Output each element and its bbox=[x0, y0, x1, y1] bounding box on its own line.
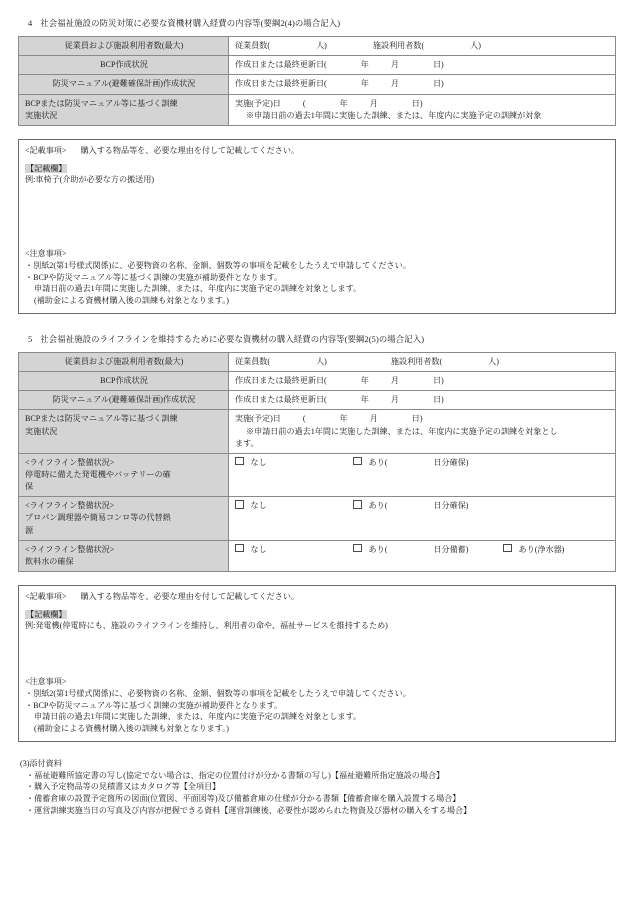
training-day: 日) bbox=[411, 98, 423, 108]
checkbox-suffix: 日分確保) bbox=[433, 457, 469, 467]
table-row bbox=[19, 497, 616, 540]
training-date-label: 実施(予定)日 bbox=[235, 414, 281, 424]
bcp-day: 日) bbox=[432, 376, 444, 386]
lifeline-body-2: 源 bbox=[25, 525, 34, 535]
lifeline-body: プロパン調理器や簡易コンロ等の代替熱 bbox=[25, 513, 171, 523]
list-item: ・運営訓練実施当日の写真及び内容が把握できる資料【運営訓練後、必要性が認められた物資及び器材の購入をする場合】 bbox=[26, 805, 472, 815]
bcp-date-label: 作成日または最終更新日( bbox=[235, 60, 327, 70]
section-4-number: 4 bbox=[28, 19, 33, 28]
checkbox-icon[interactable] bbox=[353, 544, 362, 553]
manual-month: 月 bbox=[390, 395, 399, 405]
staff-count-unit: 人) bbox=[316, 41, 327, 51]
list-item-text: (補助金による資機材購入後の訓練も対象となります。) bbox=[34, 724, 229, 734]
table-row bbox=[19, 453, 616, 496]
lifeline-head: <ライフライン整備状況> bbox=[25, 544, 115, 554]
section-5-heading bbox=[18, 334, 616, 346]
list-item bbox=[25, 723, 609, 735]
manual-month: 月 bbox=[390, 79, 399, 89]
row-value-lifeline-water bbox=[229, 540, 616, 571]
training-label-line1: BCPまたは防災マニュアル等に基づく訓練 bbox=[25, 414, 178, 424]
section-4-heading bbox=[18, 18, 616, 30]
row-value-staff-count[interactable] bbox=[229, 352, 616, 371]
list-item: ・別紙2(第1号様式関係)に、必要物資の名称、金額、個数等の事項を記載をしたうえで申請してください。 bbox=[25, 260, 411, 270]
section-4-caution-title: <注意事項> bbox=[25, 249, 67, 259]
bcp-month: 月 bbox=[390, 376, 399, 386]
section-4-kisai-ran bbox=[25, 163, 609, 175]
table-row bbox=[19, 372, 616, 391]
checkbox-suffix: 日分備蓄) bbox=[433, 544, 469, 554]
section-5-kisai-ran bbox=[25, 609, 609, 621]
row-label-staff-count: 従業員および施設利用者数(最大) bbox=[19, 37, 229, 56]
checkbox-option-none[interactable] bbox=[235, 544, 353, 556]
checkbox-icon[interactable] bbox=[235, 544, 244, 553]
manual-year: 年 bbox=[360, 79, 369, 89]
checkbox-label: あり(浄水器) bbox=[518, 544, 565, 554]
checkbox-suffix: 日分確保) bbox=[433, 501, 469, 511]
checkbox-label: なし bbox=[250, 457, 267, 467]
section-4-kisai-heading bbox=[25, 145, 609, 157]
checkbox-label: あり( bbox=[368, 544, 388, 554]
section-5-caution-list bbox=[25, 688, 609, 735]
section-5 bbox=[18, 334, 616, 742]
training-note: ※申請日前の過去1年間に実施した訓練、または、年度内に実施予定の訓練を対象とし bbox=[246, 426, 558, 436]
bcp-year: 年 bbox=[360, 60, 369, 70]
kisai-text: 購入する物品等を、必要な理由を付して記載してください。 bbox=[80, 145, 300, 155]
row-label-bcp-status: BCP作成状況 bbox=[19, 56, 229, 75]
lifeline-body: 飲料水の確保 bbox=[25, 556, 74, 566]
lifeline-body-2: 保 bbox=[25, 482, 34, 492]
section-5-number: 5 bbox=[28, 334, 33, 344]
section-5-caution-title: <注意事項> bbox=[25, 677, 67, 687]
row-label-training-status bbox=[19, 94, 229, 125]
row-label-manual-status: 防災マニュアル(避難確保計画)作成状況 bbox=[19, 75, 229, 94]
list-item bbox=[25, 711, 609, 723]
checkbox-label: あり( bbox=[368, 457, 388, 467]
section-4-heading-text: 社会福祉施設の防災対策に必要な資機材購入経費の内容等(要綱2(4)の場合記入) bbox=[40, 19, 341, 28]
row-label-training-status bbox=[19, 410, 229, 453]
table-row bbox=[19, 391, 616, 410]
manual-date-label: 作成日または最終更新日( bbox=[235, 79, 327, 89]
training-month: 月 bbox=[369, 414, 378, 424]
checkbox-icon[interactable] bbox=[353, 457, 362, 466]
checkbox-icon[interactable] bbox=[235, 500, 244, 509]
list-item-text: 申請日前の過去1年間に実施した訓練、または、年度内に実施予定の訓練を対象とします。 bbox=[34, 284, 362, 294]
list-item: ・別紙2(第1号様式関係)に、必要物資の名称、金額、個数等の事項を記載をしたうえで申請してください。 bbox=[25, 688, 411, 698]
row-label-lifeline-water bbox=[19, 540, 229, 571]
checkbox-icon[interactable] bbox=[235, 457, 244, 466]
section-5-notes-box bbox=[18, 585, 616, 742]
bcp-date-label: 作成日または最終更新日( bbox=[235, 376, 327, 386]
manual-date-label: 作成日または最終更新日( bbox=[235, 395, 327, 405]
kisai-label: <記載事項> bbox=[25, 145, 67, 155]
training-label-line2: 実施状況 bbox=[25, 110, 58, 120]
list-item: ・福祉避難所協定書の写し(協定でない場合は、指定の位置付けが分かる書類の写し)【福祉避難所指定施設の場合】 bbox=[26, 770, 445, 780]
training-month: 月 bbox=[369, 98, 378, 108]
training-paren: ( bbox=[302, 98, 306, 108]
list-item: ・備蓄倉庫の設置予定箇所の図面(位置図、平面図等)及び備蓄倉庫の仕様が分かる書類【備蓄倉庫を購入設置する場合】 bbox=[26, 794, 461, 803]
list-item bbox=[25, 283, 609, 295]
row-value-training-status[interactable] bbox=[229, 410, 616, 453]
checkbox-option-yes[interactable] bbox=[353, 457, 503, 469]
table-row bbox=[19, 410, 616, 453]
section-divider bbox=[18, 314, 616, 334]
kisai-ran-tag: 【記載欄】 bbox=[26, 163, 67, 173]
staff-count-label: 従業員数( bbox=[235, 356, 271, 366]
attachments-title: (3)添付資料 bbox=[20, 758, 62, 768]
section-5-table bbox=[18, 352, 616, 572]
user-count-label: 施設利用者数( bbox=[390, 356, 443, 366]
table-row bbox=[19, 75, 616, 94]
training-label-line1: BCPまたは防災マニュアル等に基づく訓練 bbox=[25, 98, 178, 108]
list-item: ・BCPや防災マニュアル等に基づく訓練の実施が補助要件となります。 bbox=[25, 272, 283, 282]
checkbox-label: なし bbox=[250, 501, 267, 511]
section-4 bbox=[18, 18, 616, 314]
bcp-year: 年 bbox=[360, 376, 369, 386]
checkbox-option-yes[interactable] bbox=[353, 544, 503, 556]
table-row bbox=[19, 352, 616, 371]
user-count-unit: 人) bbox=[488, 356, 499, 366]
bcp-month: 月 bbox=[390, 60, 399, 70]
table-row bbox=[19, 540, 616, 571]
checkbox-option-purifier[interactable] bbox=[503, 545, 564, 554]
table-row bbox=[19, 37, 616, 56]
section-4-example: 例:車椅子(介助が必要な方の搬送用) bbox=[25, 175, 155, 185]
section-4-caution-list bbox=[25, 260, 609, 307]
row-label-lifeline-heat bbox=[19, 497, 229, 540]
row-value-bcp-status[interactable] bbox=[229, 56, 616, 75]
staff-count-label: 従業員数( bbox=[235, 41, 271, 51]
row-value-bcp-status[interactable] bbox=[229, 372, 616, 391]
row-label-bcp-status: BCP作成状況 bbox=[19, 372, 229, 391]
row-value-manual-status[interactable] bbox=[229, 391, 616, 410]
section-5-heading-text: 社会福祉施設のライフラインを維持するために必要な資機材の購入経費の内容等(要綱2(5)の場合記入) bbox=[40, 334, 425, 344]
manual-day: 日) bbox=[432, 79, 444, 89]
training-year: 年 bbox=[339, 98, 348, 108]
manual-day: 日) bbox=[432, 395, 444, 405]
list-item: ・BCPや防災マニュアル等に基づく訓練の実施が補助要件となります。 bbox=[25, 700, 283, 710]
training-paren: ( bbox=[302, 414, 306, 424]
section-4-table bbox=[18, 36, 616, 126]
checkbox-option-none[interactable] bbox=[235, 500, 353, 512]
list-item-text: (補助金による資機材購入後の訓練も対象となります。) bbox=[34, 296, 229, 306]
kisai-label: <記載事項> bbox=[25, 591, 67, 601]
checkbox-icon[interactable] bbox=[503, 544, 512, 553]
row-label-staff-count: 従業員および施設利用者数(最大) bbox=[19, 352, 229, 371]
section-5-write-area[interactable] bbox=[25, 632, 609, 676]
row-value-training-status[interactable] bbox=[229, 94, 616, 125]
row-value-staff-count[interactable] bbox=[229, 37, 616, 56]
attachments-section bbox=[18, 758, 616, 817]
section-4-notes-box bbox=[18, 139, 616, 314]
training-label-line2: 実施状況 bbox=[25, 426, 58, 436]
attachments-list bbox=[20, 770, 616, 817]
checkbox-label: なし bbox=[250, 544, 267, 554]
user-count-label: 施設利用者数( bbox=[372, 41, 425, 51]
table-row bbox=[19, 94, 616, 125]
section-4-write-area[interactable] bbox=[25, 186, 609, 248]
checkbox-label: あり( bbox=[368, 501, 388, 511]
manual-year: 年 bbox=[360, 395, 369, 405]
section-5-example: 例:発電機(停電時にも、施設のライフラインを維持し、利用者の命や、福祉サービスを維持するため) bbox=[25, 621, 388, 631]
row-label-lifeline-power bbox=[19, 453, 229, 496]
staff-count-unit: 人) bbox=[316, 356, 327, 366]
checkbox-icon[interactable] bbox=[353, 500, 362, 509]
training-date-label: 実施(予定)日 bbox=[235, 98, 281, 108]
row-label-manual-status: 防災マニュアル(避難確保計画)作成状況 bbox=[19, 391, 229, 410]
training-note: ※申請日前の過去1年間に実施した訓練、または、年度内に実施予定の訓練が対象 bbox=[246, 110, 542, 120]
kisai-text: 購入する物品等を、必要な理由を付して記載してください。 bbox=[80, 591, 300, 601]
list-item-text: 申請日前の過去1年間に実施した訓練、または、年度内に実施予定の訓練を対象とします。 bbox=[34, 712, 362, 722]
user-count-unit: 人) bbox=[470, 41, 481, 51]
checkbox-option-none[interactable] bbox=[235, 457, 353, 469]
bcp-day: 日) bbox=[432, 60, 444, 70]
training-year: 年 bbox=[339, 414, 348, 424]
training-note-2: ます。 bbox=[235, 438, 259, 448]
row-value-lifeline-power bbox=[229, 453, 616, 496]
table-row bbox=[19, 56, 616, 75]
list-item: ・購入予定物品等の見積書又はカタログ等【全項目】 bbox=[26, 782, 221, 792]
lifeline-head: <ライフライン整備状況> bbox=[25, 457, 115, 467]
checkbox-option-yes[interactable] bbox=[353, 500, 503, 512]
lifeline-body: 停電時に備えた発電機やバッテリーの確 bbox=[25, 469, 171, 479]
list-item bbox=[25, 295, 609, 307]
lifeline-head: <ライフライン整備状況> bbox=[25, 501, 115, 511]
row-value-lifeline-heat bbox=[229, 497, 616, 540]
kisai-ran-tag: 【記載欄】 bbox=[26, 609, 67, 619]
row-value-manual-status[interactable] bbox=[229, 75, 616, 94]
training-day: 日) bbox=[411, 414, 423, 424]
section-5-kisai-heading bbox=[25, 591, 609, 603]
